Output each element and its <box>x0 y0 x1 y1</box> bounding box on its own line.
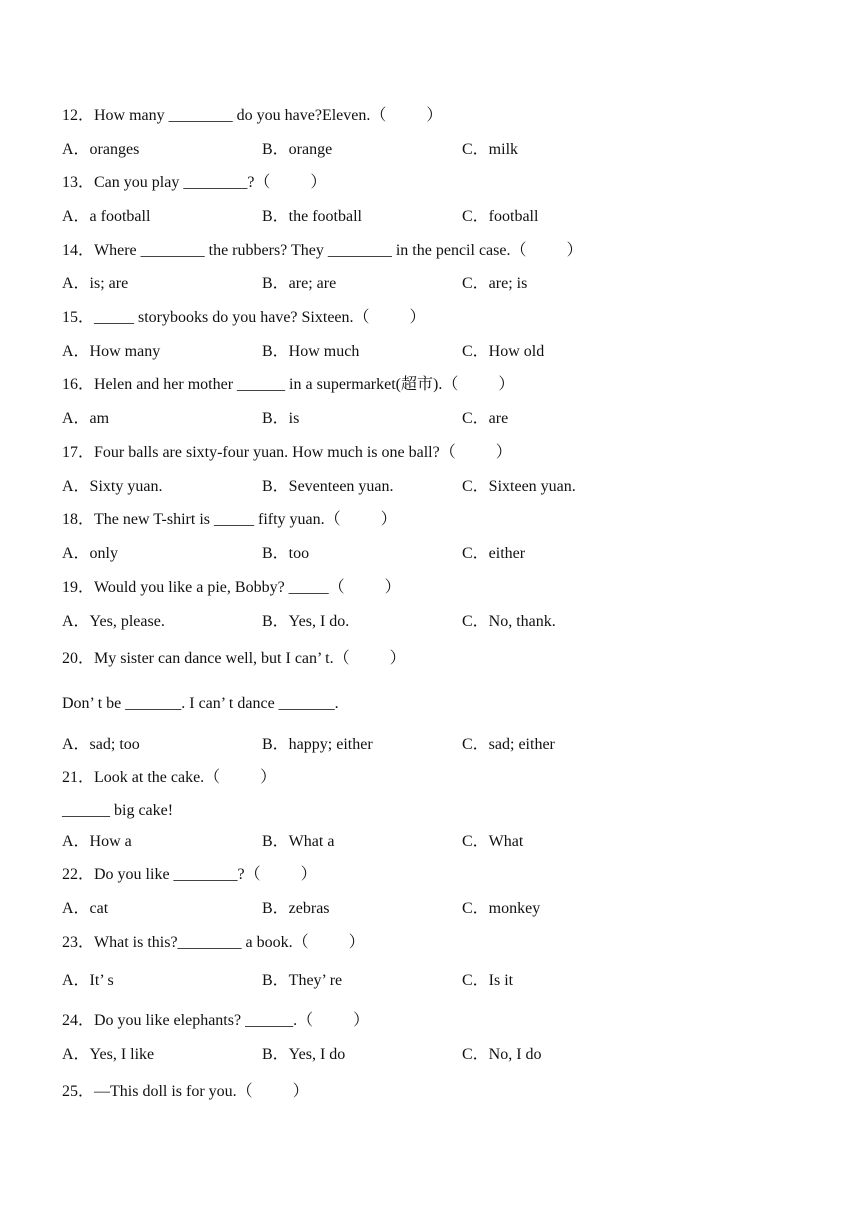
option-c: C．What <box>462 833 524 850</box>
option-b: B．They’ re <box>262 972 343 989</box>
option-c: C．Sixteen yuan. <box>462 478 576 495</box>
question-20-text: 20．My sister can dance well, but I can’ t.（ ） <box>62 650 406 667</box>
option-b: B．is <box>262 410 300 427</box>
question-19-options <box>62 612 822 632</box>
question-12-text: 12．How many ________ do you have?Eleven.（ ） <box>62 107 443 124</box>
question-24-options <box>62 1045 822 1065</box>
question-20-prompt: Don’ t be _______. I can’ t dance _______. <box>62 695 339 712</box>
option-c: C．are <box>462 410 509 427</box>
option-c: C．either <box>462 545 526 562</box>
option-a: A．Yes, please. <box>62 613 165 630</box>
option-b: B．the football <box>262 208 362 225</box>
option-b: B．zebras <box>262 900 330 917</box>
option-a: A．Sixty yuan. <box>62 478 163 495</box>
option-c: C．No, I do <box>462 1046 542 1063</box>
question-22-text: 22．Do you like ________?（ ） <box>62 866 317 883</box>
question-21-prompt: ______ big cake! <box>62 802 174 819</box>
question-21-options <box>62 832 822 852</box>
option-a: A．is; are <box>62 275 129 292</box>
question-23-text: 23．What is this?________ a book.（ ） <box>62 934 365 951</box>
question-20-options <box>62 735 822 755</box>
question-14-options <box>62 274 822 294</box>
question-13-text: 13．Can you play ________?（ ） <box>62 174 327 191</box>
option-c: C．are; is <box>462 275 528 292</box>
question-23-options <box>62 971 822 991</box>
option-b: B．orange <box>262 141 333 158</box>
option-a: A．sad; too <box>62 736 140 753</box>
question-15-text: 15．_____ storybooks do you have? Sixteen.（ ） <box>62 309 426 326</box>
option-c: C．Is it <box>462 972 514 989</box>
question-21-text: 21．Look at the cake.（ ） <box>62 769 277 786</box>
option-b: B．Yes, I do <box>262 1046 346 1063</box>
option-c: C．football <box>462 208 539 225</box>
option-b: B．How much <box>262 343 360 360</box>
question-17-options <box>62 477 822 497</box>
question-16-options <box>62 409 822 429</box>
option-a: A．It’ s <box>62 972 114 989</box>
option-a: A．cat <box>62 900 109 917</box>
option-b: B．are; are <box>262 275 337 292</box>
question-17-text: 17．Four balls are sixty-four yuan. How much is one ball?（ ） <box>62 444 512 461</box>
option-c: C．No, thank. <box>462 613 556 630</box>
option-b: B．too <box>262 545 310 562</box>
question-13-options <box>62 207 822 227</box>
option-a: A．How many <box>62 343 161 360</box>
option-c: C．milk <box>462 141 519 158</box>
option-b: B．What a <box>262 833 335 850</box>
option-a: A．Yes, I like <box>62 1046 155 1063</box>
question-18-text: 18．The new T-shirt is _____ fifty yuan.（ ） <box>62 511 397 528</box>
option-c: C．How old <box>462 343 545 360</box>
option-a: A．oranges <box>62 141 140 158</box>
option-c: C．monkey <box>462 900 541 917</box>
question-16-text: 16．Helen and her mother ______ in a supermarket(超市).（ ） <box>62 376 515 393</box>
option-b: B．Seventeen yuan. <box>262 478 394 495</box>
question-19-text: 19．Would you like a pie, Bobby? _____（ ） <box>62 579 401 596</box>
question-24-text: 24．Do you like elephants? ______.（ ） <box>62 1012 370 1029</box>
option-a: A．am <box>62 410 110 427</box>
option-b: B．happy; either <box>262 736 373 753</box>
option-a: A．only <box>62 545 119 562</box>
question-12-options <box>62 140 822 160</box>
question-14-text: 14．Where ________ the rubbers? They ________ in the pencil case.（ ） <box>62 242 583 259</box>
question-15-options <box>62 342 822 362</box>
question-25-text: 25．—This doll is for you.（ ） <box>62 1083 309 1100</box>
option-a: A．How a <box>62 833 132 850</box>
option-a: A．a football <box>62 208 151 225</box>
option-c: C．sad; either <box>462 736 555 753</box>
option-b: B．Yes, I do. <box>262 613 350 630</box>
question-18-options <box>62 544 822 564</box>
question-22-options <box>62 899 822 919</box>
